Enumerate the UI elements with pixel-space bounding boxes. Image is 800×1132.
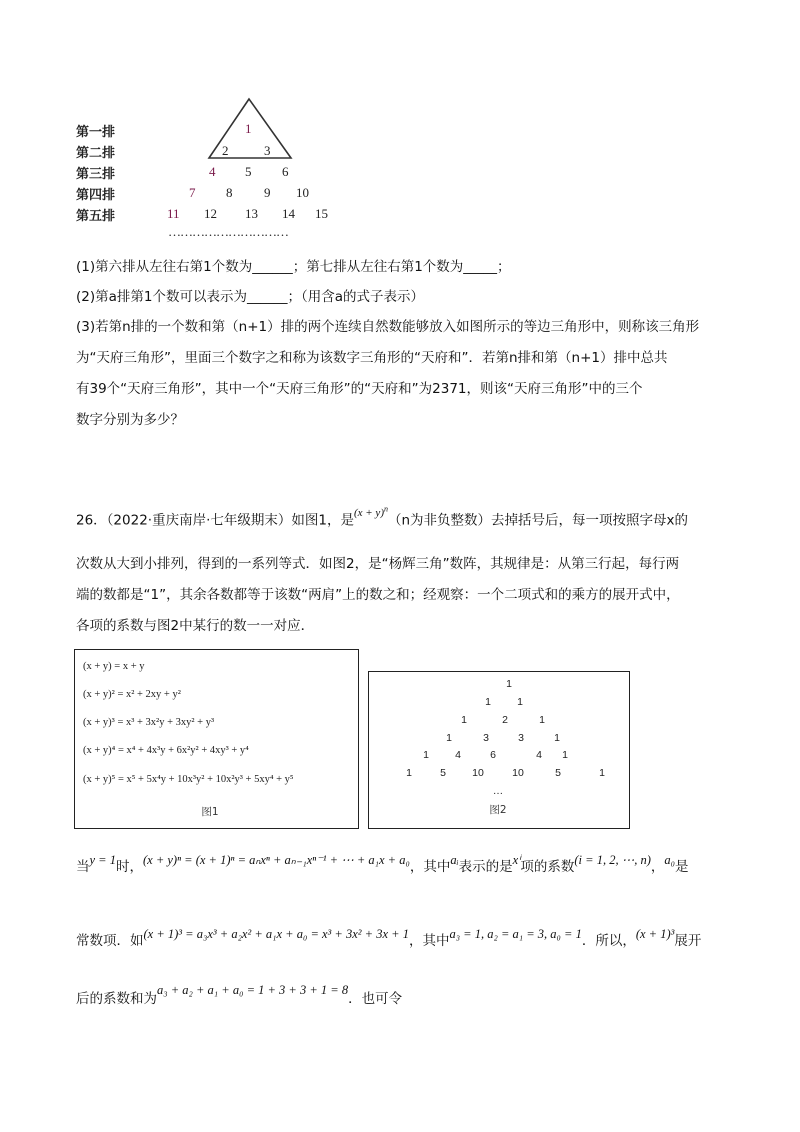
diagram-number: 11: [167, 206, 180, 221]
pascal-number: 1: [485, 696, 491, 708]
figure-1-box: [74, 649, 359, 829]
example-power: (x + 1)³: [635, 927, 675, 941]
diagram-number: 8: [226, 185, 233, 200]
diagram-number: 12: [204, 206, 217, 221]
condition-y-equals-1: y = 1: [89, 853, 116, 867]
row-label-3: 第三排: [76, 167, 116, 182]
figure-1-caption: 图1: [201, 806, 219, 818]
example-coefficients: a₃ = 1, a₂ = a₁ = 3, a₀ = 1: [449, 927, 582, 941]
expansion-equation: (x + y)³ = x³ + 3x²y + 3xy² + y³: [83, 717, 215, 728]
diagram-number: 4: [209, 164, 216, 179]
expansion-equation: (x + y)² = x² + 2xy + y²: [83, 689, 181, 700]
diagram-number: 10: [296, 185, 309, 200]
pascal-number: 1: [506, 678, 512, 690]
problem-26-line: [76, 504, 689, 529]
pascal-number: 1: [423, 749, 429, 761]
pascal-number: 4: [536, 749, 542, 761]
coefficient-ai: aᵢ: [450, 853, 459, 867]
expansion-equation: (x + y) = x + y: [83, 661, 145, 672]
term-xi: xⁱ: [512, 853, 521, 867]
figure-2-box: [368, 671, 630, 829]
pascal-number: 1: [539, 714, 545, 726]
diagram-ellipsis: …………………………: [168, 224, 288, 239]
pascal-number: 5: [440, 767, 446, 779]
explanation-line-2: 常数项．如(x + 1)³ = a₃x³ + a₂x² + a₁x + a₀ = x³ + 3x² + 3x + 1，其中a₃ = 1, a₂ = a₁ = 3, a₀ = 1．所以，(x + 1)³展开: [76, 927, 702, 949]
example-expansion: (x + 1)³ = a₃x³ + a₂x² + a₁x + a₀ = x³ + 3x² + 3x + 1: [143, 927, 409, 941]
pascal-number: 1: [446, 732, 452, 744]
diagram-number: 7: [189, 185, 196, 200]
pascal-number: 4: [455, 749, 461, 761]
row-label-1: 第一排: [76, 125, 116, 140]
diagram-number: 6: [282, 164, 289, 179]
diagram-number: 9: [264, 185, 271, 200]
explanation-line-1: 当y = 1时，(x + y)ⁿ = (x + 1)ⁿ = aₙxⁿ + aₙ₋₁xⁿ⁻¹ + ⋯ + a₁x + a₀，其中aᵢ表示的是xⁱ项的系数(i = 1, 2, ⋯, n)，a₀是: [76, 853, 689, 875]
question-3-line: 有39个“天府三角形”，其中一个“天府三角形”的“天府和”为2371，则该“天府三角形”中的三个: [76, 381, 643, 397]
diagram-number: 2: [222, 143, 229, 158]
pascal-number: 1: [406, 767, 412, 779]
question-3-line: (3)若第n排的一个数和第（n+1）排的两个连续自然数能够放入如图所示的等边三角形中，则称该三角形: [76, 319, 700, 335]
problem-26-line: 各项的系数与图2中某行的数一一对应．: [76, 618, 315, 634]
diagram-number: 13: [245, 206, 258, 221]
power-expression: (x + y)n: [353, 504, 388, 519]
pascal-number: 10: [512, 767, 524, 779]
pascal-number: 1: [562, 749, 568, 761]
diagram-number: 3: [264, 143, 271, 158]
expansion-equation: (x + y)⁴ = x⁴ + 4x³y + 6x²y² + 4xy³ + y⁴: [83, 745, 249, 756]
pascal-number: 10: [472, 767, 484, 779]
row-label-5: 第五排: [76, 209, 116, 224]
problem-26-line: 次数从大到小排列，得到的一系列等式．如图2，是“杨辉三角”数阵，其规律是：从第三行起，每行两: [76, 556, 680, 572]
question-2: (2)第a排第1个数可以表示为______；（用含a的式子表示）: [76, 289, 425, 305]
coefficient-sum: a₃ + a₂ + a₁ + a₀ = 1 + 3 + 3 + 1 = 8: [157, 983, 349, 997]
pascal-number: 2: [502, 714, 508, 726]
constant-a0: a₀: [664, 853, 675, 867]
figure-2-caption: 图2: [489, 804, 507, 816]
expansion-equation: (x + y)⁵ = x⁵ + 5x⁴y + 10x³y² + 10x²y³ + 5xy⁴ + y⁵: [83, 774, 294, 785]
row-label-4: 第四排: [76, 188, 116, 203]
problem-26-intro: 26．（2022·重庆南岸·七年级期末）如图1，是: [76, 512, 354, 529]
diagram-number: 15: [315, 206, 328, 221]
pascal-number: 6: [490, 749, 496, 761]
diagram-number: 1: [245, 121, 252, 136]
problem-26-intro-cont: （n为非负整数）去掉括号后，每一项按照字母x的: [387, 512, 689, 529]
pascal-number: 5: [555, 767, 561, 779]
question-1: (1)第六排从左往右第1个数为______；第七排从左往右第1个数为_____；: [76, 259, 511, 275]
pascal-ellipsis: …: [492, 785, 504, 797]
diagram-number: 5: [245, 164, 252, 179]
pascal-number: 3: [518, 732, 524, 744]
diagram-number: 14: [282, 206, 295, 221]
index-range: (i = 1, 2, ⋯, n): [574, 853, 651, 867]
question-3-line: 数字分别为多少？: [76, 412, 184, 428]
problem-26-line: 端的数都是“1”，其余各数都等于该数“两肩”上的数之和；经观察：一个二项式和的乘方的展开式中，: [76, 587, 680, 603]
pascal-number: 1: [554, 732, 560, 744]
pascal-number: 1: [599, 767, 605, 779]
expansion-formula: (x + y)ⁿ = (x + 1)ⁿ = aₙxⁿ + aₙ₋₁xⁿ⁻¹ + ⋯ + a₁x + a₀: [142, 853, 410, 867]
explanation-line-3: 后的系数和为a₃ + a₂ + a₁ + a₀ = 1 + 3 + 3 + 1 = 8．也可令: [76, 983, 403, 1007]
pascal-number: 1: [517, 696, 523, 708]
row-label-2: 第二排: [76, 146, 116, 161]
question-3-line: 为“天府三角形”，里面三个数字之和称为该数字三角形的“天府和”．若第n排和第（n+1）排中总共: [76, 350, 668, 366]
pascal-number: 3: [483, 732, 489, 744]
pascal-number: 1: [461, 714, 467, 726]
